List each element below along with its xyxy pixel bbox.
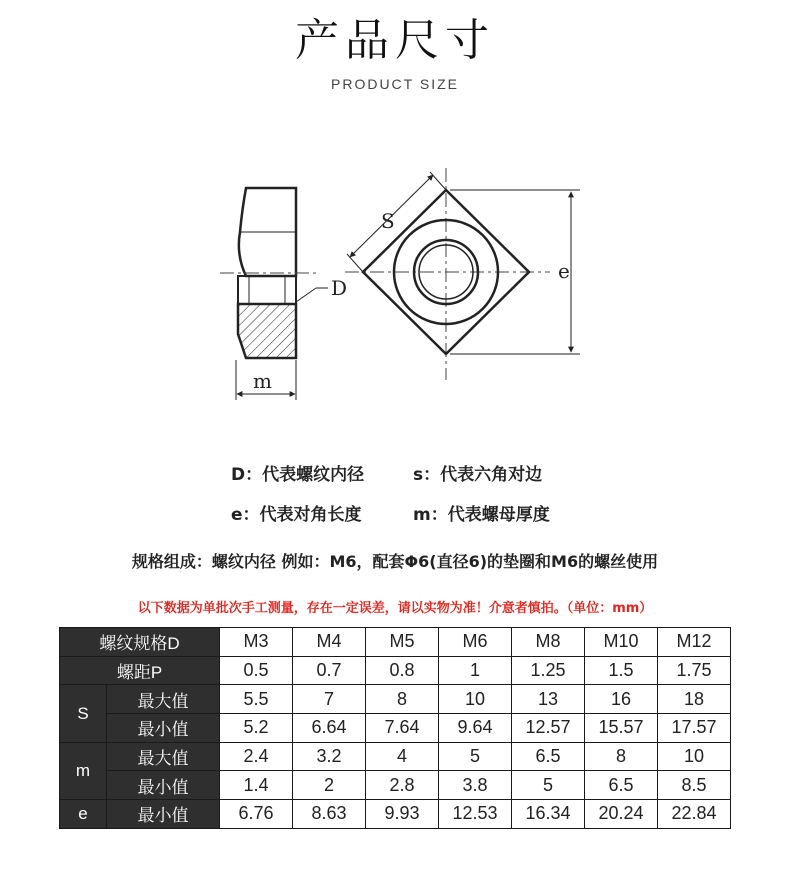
value-cell: 1.5 [585,656,658,685]
value-cell: 3.2 [293,742,366,771]
table-row [60,685,731,714]
value-cell: 0.8 [366,656,439,685]
pitch-label-cell: 螺距P [60,656,220,685]
table-row [60,742,731,771]
value-cell: 2.8 [366,771,439,800]
size-table [59,627,731,829]
value-cell: 8 [585,742,658,771]
value-cell: 1.75 [658,656,731,685]
table-row [60,714,731,743]
label-s: S [381,209,395,233]
spec-note: 规格组成：螺纹内径 例如：M6，配套Φ6(直径6)的垫圈和M6的螺丝使用 [131,552,659,571]
value-cell: 17.57 [658,714,731,743]
value-cell: 6.64 [293,714,366,743]
size-cell: M3 [220,628,293,657]
value-cell: 12.57 [512,714,585,743]
value-cell: 15.57 [585,714,658,743]
value-cell: 10 [658,742,731,771]
value-cell: 20.24 [585,800,658,829]
size-cell: M5 [366,628,439,657]
value-cell: 9.64 [439,714,512,743]
min-label-cell: 最小值 [107,800,220,829]
value-cell: 12.53 [439,800,512,829]
table-row [60,628,731,657]
value-cell: 2.4 [220,742,293,771]
legend-s: s：代表六角对边 [413,465,543,485]
value-cell: 5.2 [220,714,293,743]
value-cell: 4 [366,742,439,771]
size-cell: M8 [512,628,585,657]
value-cell: 7.64 [366,714,439,743]
value-cell: 8.5 [658,771,731,800]
table-row [60,800,731,829]
max-label-cell: 最大值 [107,742,220,771]
legend-d: D：代表螺纹内径 [231,465,365,485]
label-d: D [331,276,348,300]
front-view [345,168,550,380]
value-cell: 3.8 [439,771,512,800]
header-label-cell: 螺纹规格D [60,628,220,657]
value-cell: 6.76 [220,800,293,829]
measurement-notice: 以下数据为单批次手工测量，存在一定误差，请以实物为准！介意者慎拍。（单位：mm） [137,601,653,616]
value-cell: 5 [439,742,512,771]
table-row [60,656,731,685]
value-cell: 16.34 [512,800,585,829]
value-cell: 18 [658,685,731,714]
value-cell: 8.63 [293,800,366,829]
value-cell: 10 [439,685,512,714]
size-cell: M6 [439,628,512,657]
page-subtitle: PRODUCT SIZE [331,76,459,92]
s-category-cell: S [60,685,107,742]
value-cell: 8 [366,685,439,714]
m-category-cell: m [60,742,107,799]
legend-e: e：代表对角长度 [231,505,362,525]
value-cell: 22.84 [658,800,731,829]
label-m: m [253,369,272,393]
table-row [60,771,731,800]
max-label-cell: 最大值 [107,685,220,714]
value-cell: 1.4 [220,771,293,800]
label-e: e [558,259,570,283]
value-cell: 0.5 [220,656,293,685]
value-cell: 7 [293,685,366,714]
value-cell: 13 [512,685,585,714]
value-cell: 6.5 [512,742,585,771]
e-category-cell: e [60,800,107,829]
value-cell: 6.5 [585,771,658,800]
value-cell: 0.7 [293,656,366,685]
value-cell: 1.25 [512,656,585,685]
value-cell: 16 [585,685,658,714]
min-label-cell: 最小值 [107,771,220,800]
value-cell: 5.5 [220,685,293,714]
min-label-cell: 最小值 [107,714,220,743]
size-cell: M12 [658,628,731,657]
value-cell: 2 [293,771,366,800]
page-title: 产品尺寸 [295,15,495,66]
legend-m: m：代表螺母厚度 [413,505,550,525]
size-cell: M4 [293,628,366,657]
size-cell: M10 [585,628,658,657]
value-cell: 9.93 [366,800,439,829]
value-cell: 1 [439,656,512,685]
value-cell: 5 [512,771,585,800]
